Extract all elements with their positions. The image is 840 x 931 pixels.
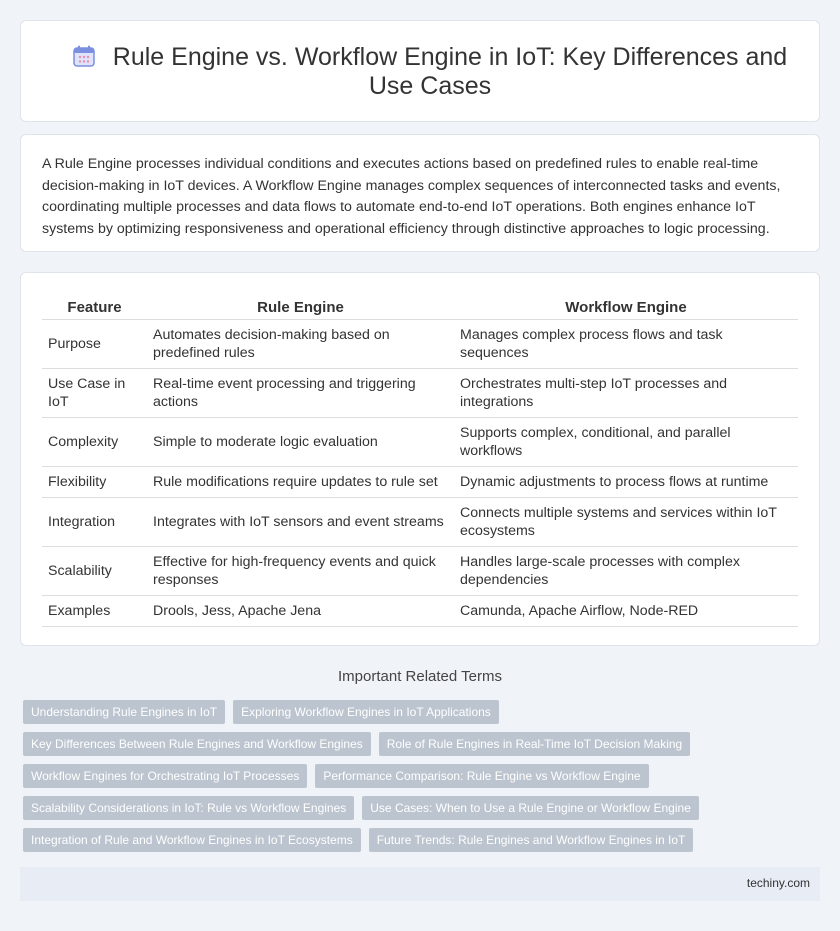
table-row [42, 368, 798, 417]
table-row [42, 417, 798, 466]
table-cell-workflow: Manages complex process flows and task sequences [454, 319, 798, 368]
table-cell-rule: Real-time event processing and triggering actions [147, 368, 454, 417]
related-term-link[interactable]: Scalability Considerations in IoT: Rule vs Workflow Engines [23, 796, 354, 820]
table-cell-workflow: Orchestrates multi-step IoT processes and integrations [454, 368, 798, 417]
related-terms-list [23, 700, 703, 860]
related-term-link[interactable]: Key Differences Between Rule Engines and Workflow Engines [23, 732, 371, 756]
related-term-link[interactable]: Use Cases: When to Use a Rule Engine or Workflow Engine [362, 796, 699, 820]
intro-paragraph: A Rule Engine processes individual conditions and executes actions based on predefined rules to enable real-time decision-making in IoT devices. A Workflow Engine manages complex sequences of interconnected tasks and events, coordinating multiple processes and data flows to automate end-to-end IoT operations. Both engines enhance IoT systems by optimizing responsiveness and operational efficiency through distinctive approaches to logic processing. [42, 156, 781, 237]
table-cell-workflow: Connects multiple systems and services within IoT ecosystems [454, 497, 798, 546]
table-cell-workflow: Camunda, Apache Airflow, Node-RED [454, 595, 798, 626]
table-cell-rule: Simple to moderate logic evaluation [147, 417, 454, 466]
header-card [20, 20, 820, 122]
table-row [42, 546, 798, 595]
related-term-link[interactable]: Role of Rule Engines in Real-Time IoT Decision Making [379, 732, 690, 756]
related-term-link[interactable]: Integration of Rule and Workflow Engines in IoT Ecosystems [23, 828, 361, 852]
table-cell-rule: Automates decision-making based on predefined rules [147, 319, 454, 368]
page-title-text: Rule Engine vs. Workflow Engine in IoT: Key Differences and Use Cases [112, 43, 788, 100]
page-title [61, 43, 799, 101]
table-header-row [42, 297, 798, 319]
table-cell-feature: Flexibility [42, 466, 147, 497]
table-cell-workflow: Handles large-scale processes with complex dependencies [454, 546, 798, 595]
footer [20, 867, 820, 901]
table-cell-workflow: Supports complex, conditional, and parallel workflows [454, 417, 798, 466]
table-row [42, 466, 798, 497]
related-terms-title: Important Related Terms [338, 668, 502, 685]
table-cell-rule: Effective for high-frequency events and quick responses [147, 546, 454, 595]
table-row [42, 319, 798, 368]
header-feature: Feature [42, 297, 147, 319]
table-row [42, 497, 798, 546]
table-cell-rule: Rule modifications require updates to rule set [147, 466, 454, 497]
related-term-link[interactable]: Workflow Engines for Orchestrating IoT Processes [23, 764, 307, 788]
comparison-table [42, 297, 798, 627]
related-term-link[interactable]: Future Trends: Rule Engines and Workflow Engines in IoT [369, 828, 694, 852]
table-cell-workflow: Dynamic adjustments to process flows at runtime [454, 466, 798, 497]
header-workflow-engine: Workflow Engine [454, 297, 798, 319]
table-cell-feature: Complexity [42, 417, 147, 466]
table-cell-feature: Scalability [42, 546, 147, 595]
table-cell-feature: Integration [42, 497, 147, 546]
header-rule-engine: Rule Engine [147, 297, 454, 319]
footer-site-name: techiny.com [746, 876, 810, 890]
related-term-link[interactable]: Understanding Rule Engines in IoT [23, 700, 225, 724]
related-term-link[interactable]: Exploring Workflow Engines in IoT Applications [233, 700, 499, 724]
intro-card [20, 134, 820, 252]
related-term-link[interactable]: Performance Comparison: Rule Engine vs Workflow Engine [315, 764, 648, 788]
table-row [42, 595, 798, 626]
table-cell-feature: Examples [42, 595, 147, 626]
table-cell-feature: Use Case in IoT [42, 368, 147, 417]
calendar-icon [73, 45, 95, 67]
comparison-table-card [20, 272, 820, 646]
table-cell-rule: Integrates with IoT sensors and event streams [147, 497, 454, 546]
table-cell-rule: Drools, Jess, Apache Jena [147, 595, 454, 626]
table-cell-feature: Purpose [42, 319, 147, 368]
